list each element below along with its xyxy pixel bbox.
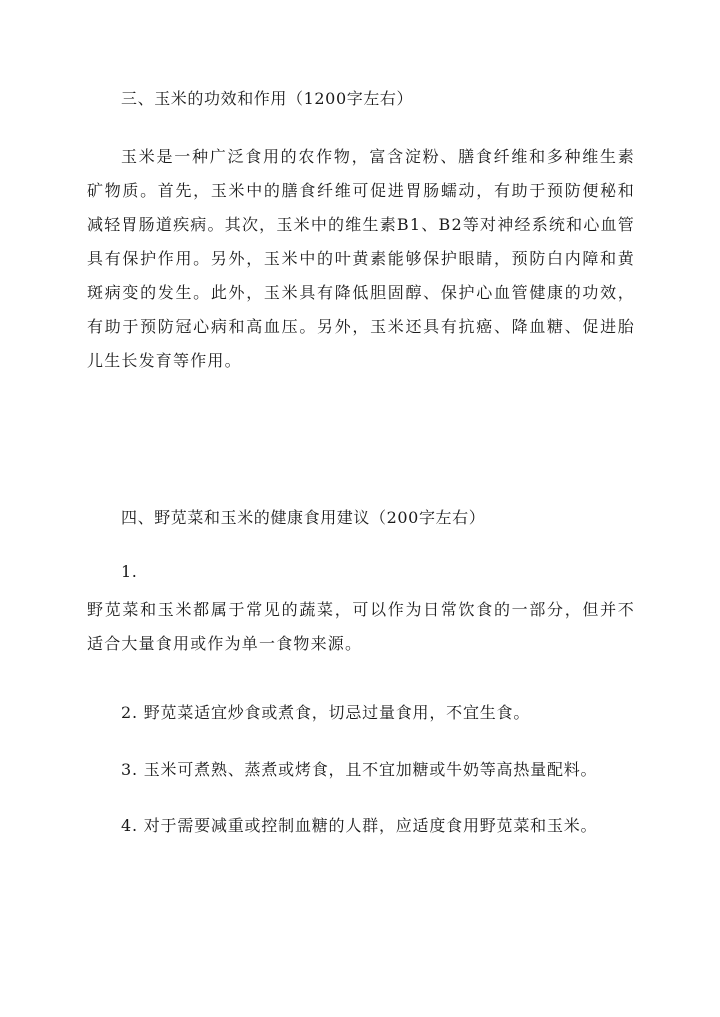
list-item-3: 3. 玉米可煮熟、蒸煮或烤食，且不宜加糖或牛奶等高热量配料。 — [121, 760, 598, 779]
list-item-1-number: 1. — [121, 562, 138, 581]
section-3-paragraph: 玉米是一种广泛食用的农作物，富含淀粉、膳食纤维和多种维生素矿物质。首先，玉米中的膳食纤维可促进胃肠蠕动，有助于预防便秘和减轻胃肠道疾病。其次，玉米中的维生素B1、B2等对神经系统和心血管具有保护作用。另外，玉米中的叶黄素能够保护眼睛，预防白内障和黄斑病变的发生。此外，玉米具有降低胆固醇、保护心血管健康的功效，有助于预防冠心病和高血压。另外，玉米还具有抗癌、降血糖、促进胎儿生长发育等作用。 — [87, 147, 635, 370]
list-item-1-text: 野苋菜和玉米都属于常见的蔬菜，可以作为日常饮食的一部分，但并不适合大量食用或作为单一食物来源。 — [87, 600, 635, 653]
section-4-heading: 四、野苋菜和玉米的健康食用建议（200字左右） — [121, 508, 486, 527]
list-item-2: 2. 野苋菜适宜炒食或煮食，切忌过量食用，不宜生食。 — [121, 703, 531, 722]
list-item-4: 4. 对于需要减重或控制血糖的人群，应适度食用野苋菜和玉米。 — [121, 816, 598, 835]
section-3-heading: 三、玉米的功效和作用（1200字左右） — [121, 89, 414, 108]
